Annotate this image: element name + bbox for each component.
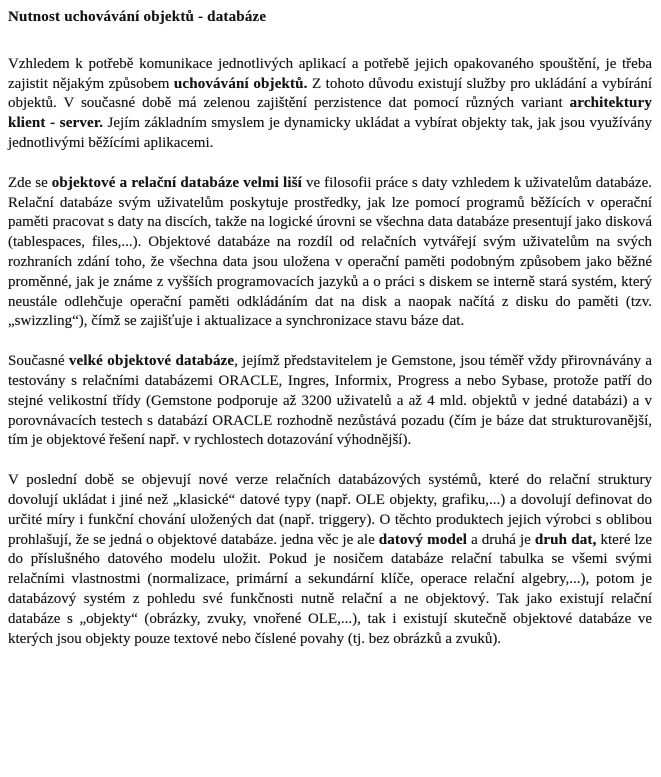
text-run: Z tohoto důvodu existují služby pro ukládání a vybírání objektů. V současné době má zelenou zajištění perzistence dat pomocí různých variant bbox=[8, 75, 652, 112]
paragraph-1 bbox=[8, 55, 652, 154]
text-run: které lze do příslušného datového modelu uložit. Pokud je nosičem databáze relační tabulka se všemi svými relačními vlastnostmi (normalizace, primární a sekundární klíče, operace relační algebry,...), potom je databázový systém z pohledu své funkčnosti nutně relační a ne objektový. Tak jako existují relační databáze s „objekty“ (obrázky, zvuky, vnořené OLE,...), tak i existují skutečně objektové databáze ve kterých jsou objekty pouze textové nebo číslené povahy (tj. bez obrázků a zvuků). bbox=[8, 531, 652, 647]
text-run: a druhá je bbox=[467, 531, 535, 548]
bold-text-run: architektury klient - server. bbox=[8, 95, 652, 132]
paragraph-3 bbox=[8, 352, 652, 451]
text-run: V poslední době se objevují nové verze relačních databázových systémů, které do relační struktury dovolují ukládat i jiné než „klasické“ datové typy (např. OLE objekty, grafiku,...) a dovolují definovat do určité míry i funkční chování uložených dat (např. triggery). O těchto produktech jejich výrobci s oblibou prohlašují, že se jedná o objektové databáze. jedna věc je ale bbox=[8, 472, 652, 548]
bold-text-run: uchovávání objektů. bbox=[173, 75, 308, 92]
text-run: , jejímž představitelem je Gemstone, jsou téměř vždy přirovnávány a testovány s relačními databázemi ORACLE, Ingres, Informix, Progress a nebo Sybase, protože patří do stejné velikostní třídy (Gemstone podporuje až 3200 uživatelů a až 4 mld. objektů v jedné databázi) a v porovnávacích testech s databází ORACLE rozhodně nezůstává pozadu (čím je báze dat strukturovanější, tím je objektové řešení např. v rychlostech dotazování výhodnější). bbox=[8, 353, 652, 449]
bold-text-run: druh dat, bbox=[534, 531, 597, 548]
text-run: Zde se bbox=[8, 174, 52, 191]
paragraph-4 bbox=[8, 471, 652, 649]
text-run: Současné bbox=[8, 353, 69, 370]
document-title: Nutnost uchovávání objektů - databáze bbox=[8, 9, 267, 25]
text-run: Vzhledem k potřebě komunikace jednotlivých aplikací a potřebě jejich opakovaného spouštění, je třeba zajistit nějakým způsobem bbox=[8, 55, 652, 92]
text-run: Jejím základním smyslem je dynamicky ukládat a vybírat objekty tak, jak jsou využívány jednotlivými běžícími aplikacemi. bbox=[8, 115, 652, 151]
bold-text-run: objektové a relační databáze velmi liší bbox=[51, 174, 303, 191]
paragraph-2 bbox=[8, 174, 652, 332]
text-run: ve filosofii práce s daty vzhledem k uživatelům databáze. Relační databáze svým uživatelům poskytuje prostředky, jak lze pomocí programů běžících v operační paměti pracovat s daty na discích, takže na logické úrovni se všechna data databáze presentují jako disková (tablespaces, files,...). Objektové databáze na rozdíl od relačních vytvářejí svým uživatelům na svých rozhraních zdání toho, že všechna data jsou uložena v operační paměti podobným způsobem jako běžné proměnné, jak je známe z vyšších programovacích jazyků a o práci s diskem se interně stará systém, který neustále odlehčuje operační paměti odkládáním dat na disk a naopak načítá z disku do paměti (tzv. „swizzling“), čímž se zajišťuje i aktualizace a synchronizace stavu báze dat. bbox=[8, 174, 652, 330]
bold-text-run: datový model bbox=[378, 531, 468, 548]
bold-text-run: velké objektové databáze bbox=[68, 353, 235, 370]
